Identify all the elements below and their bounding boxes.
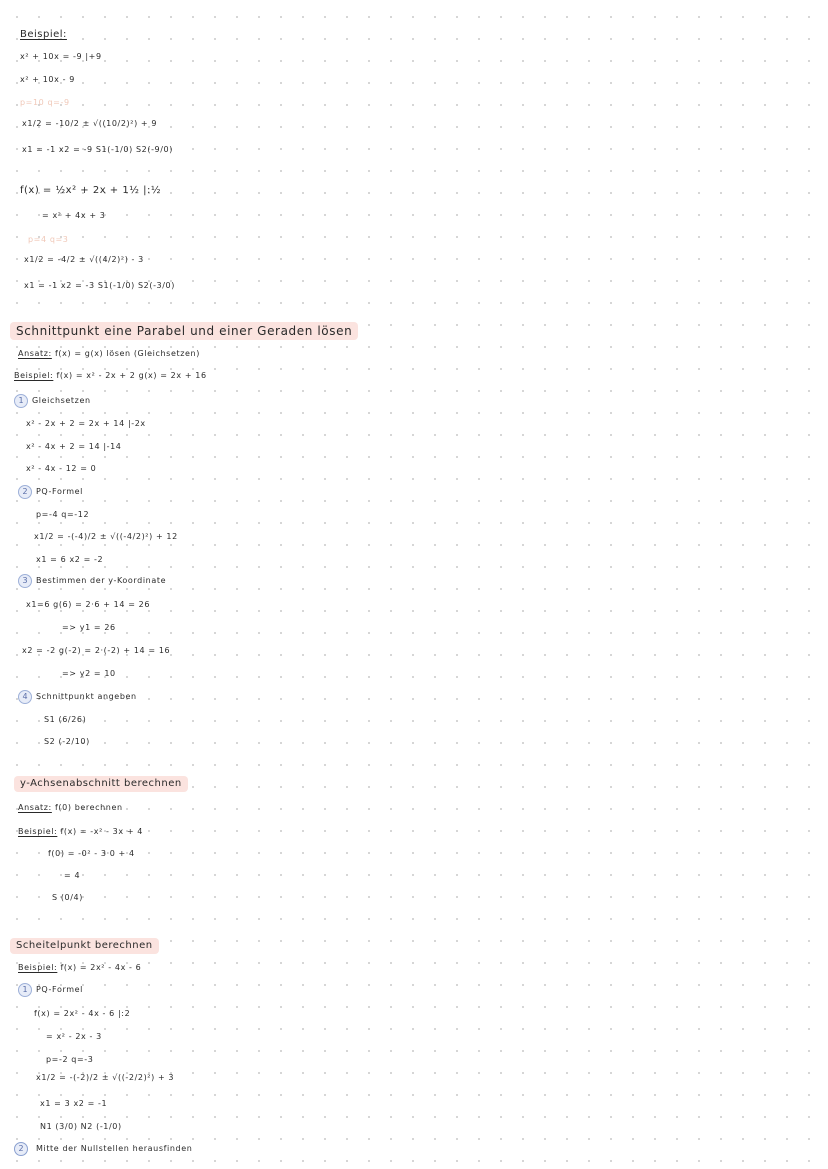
result-line: => y1 = 26 bbox=[62, 623, 116, 632]
equation-line: = 4 bbox=[64, 871, 81, 880]
solutions-line: x1 = -1 x2 = -9 S1(-1/0) S2(-9/0) bbox=[22, 145, 173, 154]
beispiel-text: f(x) = -x² - 3x + 4 bbox=[60, 827, 143, 836]
step-number-badge: 1 bbox=[18, 983, 32, 997]
beispiel-label: Beispiel: bbox=[18, 827, 58, 836]
step-title: Mitte der Nullstellen herausfinden bbox=[36, 1144, 193, 1153]
equation-line: x² - 4x - 12 = 0 bbox=[26, 464, 97, 473]
zeros-line: N1 (3/0) N2 (-1/0) bbox=[40, 1122, 122, 1131]
section-heading: Scheitelpunkt berechnen bbox=[10, 938, 159, 954]
beispiel-line bbox=[14, 372, 207, 380]
pq-values: p=10 q=-9 bbox=[20, 98, 70, 107]
pq-values: p=-4 q=-12 bbox=[36, 510, 90, 519]
pq-formula: x1/2 = -10/2 ± √((10/2)²) + 9 bbox=[22, 119, 158, 128]
example-label: Beispiel: bbox=[20, 29, 67, 40]
beispiel-text: f(x) = x² - 2x + 2 g(x) = 2x + 16 bbox=[56, 371, 207, 380]
equation-line: x2 = -2 g(-2) = 2·(-2) + 14 = 16 bbox=[22, 646, 171, 655]
step-title: PQ-Formel bbox=[36, 985, 83, 994]
function-definition: f(x) = ½x² + 2x + 1½ |:½ bbox=[20, 185, 162, 196]
beispiel-label: Beispiel: bbox=[18, 963, 58, 972]
beispiel-label: Beispiel: bbox=[14, 371, 54, 380]
pq-formula: x1/2 = -(-4)/2 ± √((-4/2)²) + 12 bbox=[34, 532, 178, 541]
step-number-badge: 1 bbox=[14, 394, 28, 408]
solutions-line: x1 = 6 x2 = -2 bbox=[36, 555, 104, 564]
y-intercept-point: S (0/4) bbox=[52, 893, 83, 902]
pq-formula: x1/2 = -(-2)/2 ± √((-2/2)²) + 3 bbox=[36, 1073, 175, 1082]
section-heading: y-Achsenabschnitt berechnen bbox=[14, 776, 188, 792]
equation-line: x² - 4x + 2 = 14 |-14 bbox=[26, 442, 122, 451]
beispiel-text: f(x) = 2x² - 4x - 6 bbox=[60, 963, 142, 972]
ansatz-label: Ansatz: bbox=[18, 803, 52, 812]
step-title: Schnittpunkt angeben bbox=[36, 692, 137, 701]
step-number-badge: 2 bbox=[18, 485, 32, 499]
step-number-badge: 2 bbox=[14, 1142, 28, 1156]
equation-line: x² + 10x = -9 |+9 bbox=[20, 52, 102, 61]
equation-line: = x² - 2x - 3 bbox=[46, 1032, 102, 1041]
ansatz-line bbox=[18, 350, 200, 358]
equation-line: x1=6 g(6) = 2·6 + 14 = 26 bbox=[26, 600, 151, 609]
pq-formula: x1/2 = -4/2 ± √((4/2)²) - 3 bbox=[24, 255, 144, 264]
ansatz-label: Ansatz: bbox=[18, 349, 52, 358]
intersection-point: S2 (-2/10) bbox=[44, 737, 90, 746]
section-heading: Schnittpunkt eine Parabel und einer Geraden lösen bbox=[10, 322, 358, 340]
step-number-badge: 4 bbox=[18, 690, 32, 704]
ansatz-text: f(x) = g(x) lösen (Gleichsetzen) bbox=[55, 349, 200, 358]
ansatz-line bbox=[18, 804, 123, 812]
step-title: Bestimmen der y-Koordinate bbox=[36, 576, 167, 585]
pq-values: p=-2 q=-3 bbox=[46, 1055, 94, 1064]
step-number-badge: 3 bbox=[18, 574, 32, 588]
beispiel-line bbox=[18, 828, 143, 836]
equation-line: f(x) = 2x² - 4x - 6 |:2 bbox=[34, 1009, 131, 1018]
step-title: PQ-Formel bbox=[36, 487, 83, 496]
pq-values: p=4 q=3 bbox=[28, 235, 69, 244]
step-title: Gleichsetzen bbox=[32, 396, 91, 405]
simplified-function: = x² + 4x + 3 bbox=[42, 211, 106, 220]
result-line: => y2 = 10 bbox=[62, 669, 116, 678]
equation-line: f(0) = -0² - 3·0 + 4 bbox=[48, 849, 135, 858]
equation-line: x² - 2x + 2 = 2x + 14 |-2x bbox=[26, 419, 146, 428]
solutions-line: x1 = 3 x2 = -1 bbox=[40, 1099, 108, 1108]
ansatz-text: f(0) berechnen bbox=[55, 803, 123, 812]
beispiel-line bbox=[18, 964, 141, 972]
equation-line: x² + 10x - 9 bbox=[20, 75, 75, 84]
solutions-line: x1 = -1 x2 = -3 S1(-1/0) S2(-3/0) bbox=[24, 281, 175, 290]
intersection-point: S1 (6/26) bbox=[44, 715, 87, 724]
